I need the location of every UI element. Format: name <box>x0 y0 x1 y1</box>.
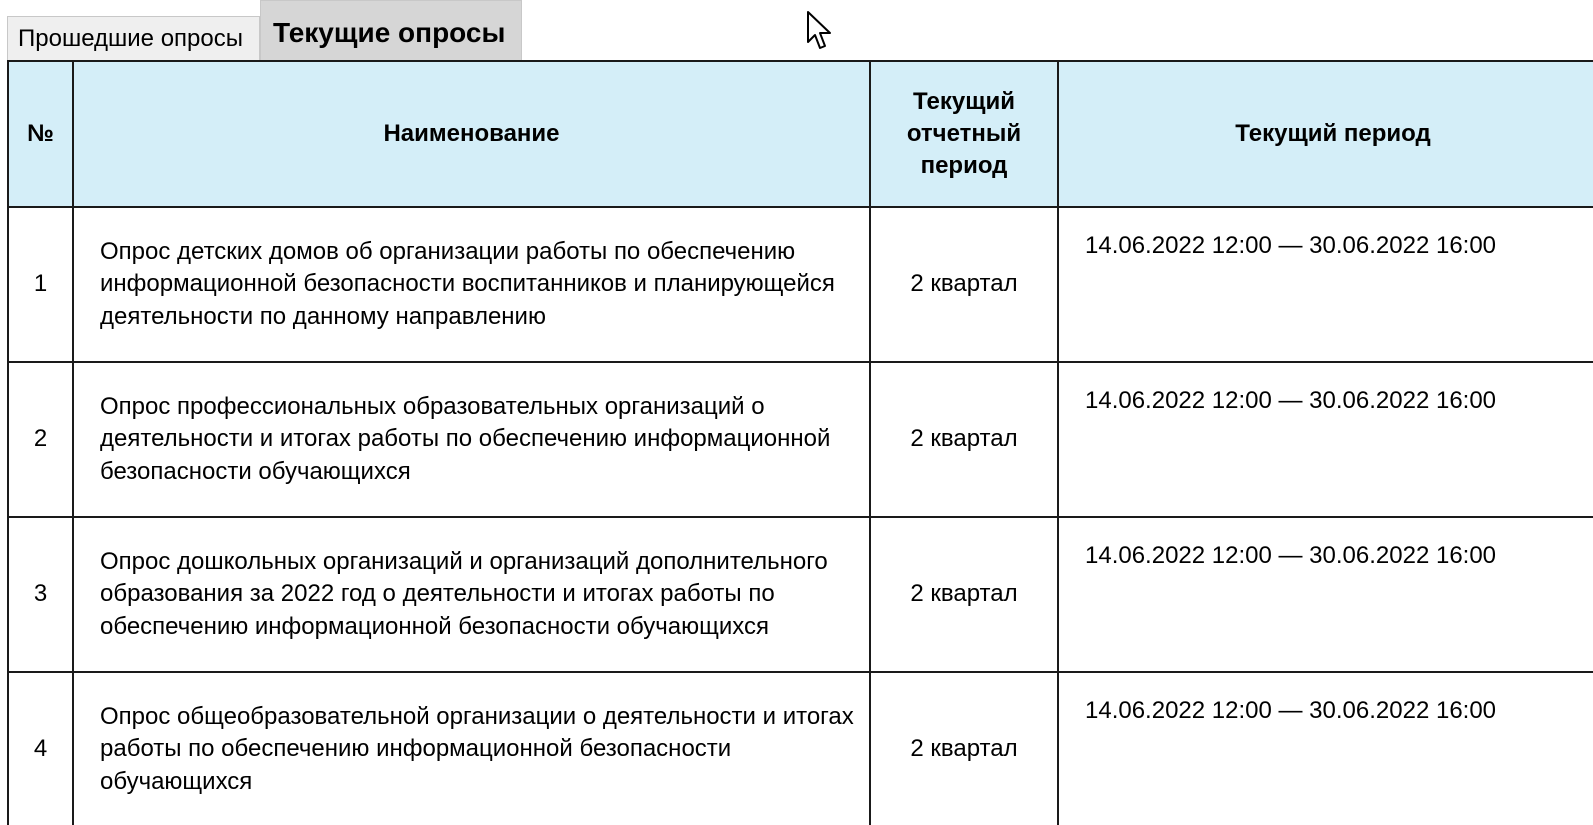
column-header-report-period-label: Текущий отчетный период <box>906 88 1022 179</box>
report-period: 2 квартал <box>870 362 1058 517</box>
current-period: 14.06.2022 12:00 — 30.06.2022 16:00 <box>1058 672 1593 825</box>
row-number: 2 <box>8 362 73 517</box>
row-number: 4 <box>8 672 73 825</box>
tab-current-polls-label: Текущие опросы <box>273 16 506 48</box>
table-row[interactable] <box>8 362 1593 517</box>
poll-name[interactable]: Опрос дошкольных организаций и организаций дополнительного образования за 2022 год о деятельности и итогах работы по обеспечению информационной безопасности обучающихся <box>73 517 870 672</box>
current-period: 14.06.2022 12:00 — 30.06.2022 16:00 <box>1058 517 1593 672</box>
tab-bar <box>0 0 522 60</box>
column-header-number: № <box>8 61 73 207</box>
poll-name[interactable]: Опрос профессиональных образовательных организаций о деятельности и итогах работы по обеспечению информационной безопасности обучающихся <box>73 362 870 517</box>
report-period: 2 квартал <box>870 517 1058 672</box>
column-header-name: Наименование <box>73 61 870 207</box>
tab-current-polls[interactable] <box>260 0 522 60</box>
mouse-pointer-icon <box>806 10 834 52</box>
column-header-current-period: Текущий период <box>1058 61 1593 207</box>
tab-past-polls-label: Прошедшие опросы <box>18 24 243 52</box>
table-row[interactable] <box>8 672 1593 825</box>
row-number: 1 <box>8 207 73 362</box>
report-period: 2 квартал <box>870 672 1058 825</box>
poll-name[interactable]: Опрос общеобразовательной организации о деятельности и итогах работы по обеспечению информационной безопасности обучающихся <box>73 672 870 825</box>
column-header-report-period <box>870 61 1058 207</box>
poll-name[interactable]: Опрос детских домов об организации работы по обеспечению информационной безопасности воспитанников и планирующейся деятельности по данному направлению <box>73 207 870 362</box>
tab-past-polls[interactable] <box>7 16 260 60</box>
table-header-row <box>8 61 1593 207</box>
table-row[interactable] <box>8 517 1593 672</box>
report-period: 2 квартал <box>870 207 1058 362</box>
row-number: 3 <box>8 517 73 672</box>
current-period: 14.06.2022 12:00 — 30.06.2022 16:00 <box>1058 207 1593 362</box>
table-row[interactable] <box>8 207 1593 362</box>
polls-table <box>7 60 1593 825</box>
current-period: 14.06.2022 12:00 — 30.06.2022 16:00 <box>1058 362 1593 517</box>
